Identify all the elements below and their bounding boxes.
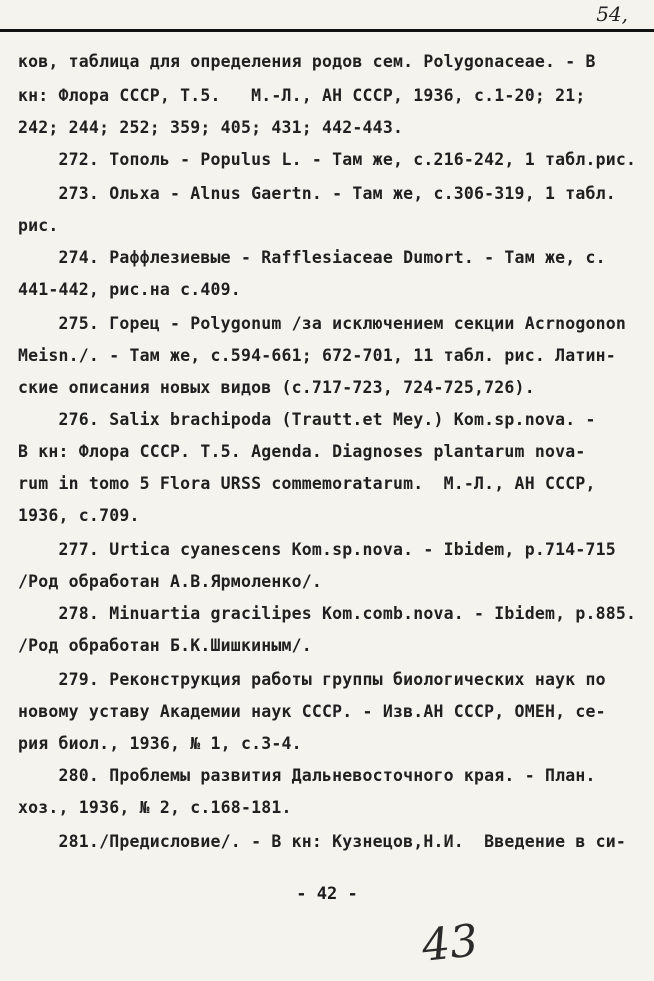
text-line: rum in tomo 5 Flora URSS commemoratarum. М.-Л., АН СССР, xyxy=(18,474,596,493)
text-line: 277. Urtica cyanescens Kom.sp.nova. - Ibidem, p.714-715 xyxy=(18,540,616,559)
text-line: 275. Горец - Polygonum /за исключением секции Acrnogonon xyxy=(18,314,627,333)
text-line: В кн: Флора СССР. Т.5. Agenda. Diagnoses plantarum nova- xyxy=(18,442,586,461)
text-line: кн: Флора СССР, Т.5. М.-Л., АН СССР, 1936, с.1-20; 21; xyxy=(18,86,586,105)
text-line: хоз., 1936, № 2, с.168-181. xyxy=(18,798,292,817)
text-line: 274. Раффлезиевые - Rafflesiaceae Dumort. - Там же, с. xyxy=(18,248,606,267)
text-line: ков, таблица для определения родов сем. Polygonaceae. - В xyxy=(18,52,596,71)
text-line: 278. Minuartia gracilipes Kom.comb.nova. - Ibidem, p.885. xyxy=(18,604,637,623)
text-line: рия биол., 1936, № 1, с.3-4. xyxy=(18,734,302,753)
top-rule xyxy=(0,29,654,32)
text-line: Meisn./. - Там же, с.594-661; 672-701, 11 табл. рис. Латин- xyxy=(18,346,616,365)
text-line: /Род обработан Б.К.Шишкиным/. xyxy=(18,636,312,655)
text-line: 281./Предисловие/. - В кн: Кузнецов,Н.И. Введение в си- xyxy=(18,832,627,851)
text-line: ские описания новых видов (с.717-723, 724-725,726). xyxy=(18,378,535,397)
text-line: 279. Реконструкция работы группы биологических наук по xyxy=(18,670,606,689)
text-line: 242; 244; 252; 359; 405; 431; 442-443. xyxy=(18,118,404,137)
text-line: 441-442, рис.на с.409. xyxy=(18,280,241,299)
corner-mark: 54, xyxy=(596,2,628,26)
text-line: 1936, с.709. xyxy=(18,506,140,525)
text-line: 280. Проблемы развития Дальневосточного края. - План. xyxy=(18,766,596,785)
text-line: 272. Тополь - Populus L. - Там же, с.216-242, 1 табл.рис. xyxy=(18,150,637,169)
text-line: рис. xyxy=(18,216,59,235)
text-line: /Род обработан А.В.Ярмоленко/. xyxy=(18,572,323,591)
text-line: 276. Salix brachipoda (Trautt.et Mey.) Kom.sp.nova. - xyxy=(18,410,596,429)
page-number: - 42 - xyxy=(296,884,358,904)
text-line: 273. Ольха - Alnus Gaertn. - Там же, с.306-319, 1 табл. xyxy=(18,184,616,203)
handwritten-page-number: 43 xyxy=(419,915,481,972)
text-line: новому уставу Академии наук СССР. - Изв.АН СССР, ОМЕН, се- xyxy=(18,702,606,721)
